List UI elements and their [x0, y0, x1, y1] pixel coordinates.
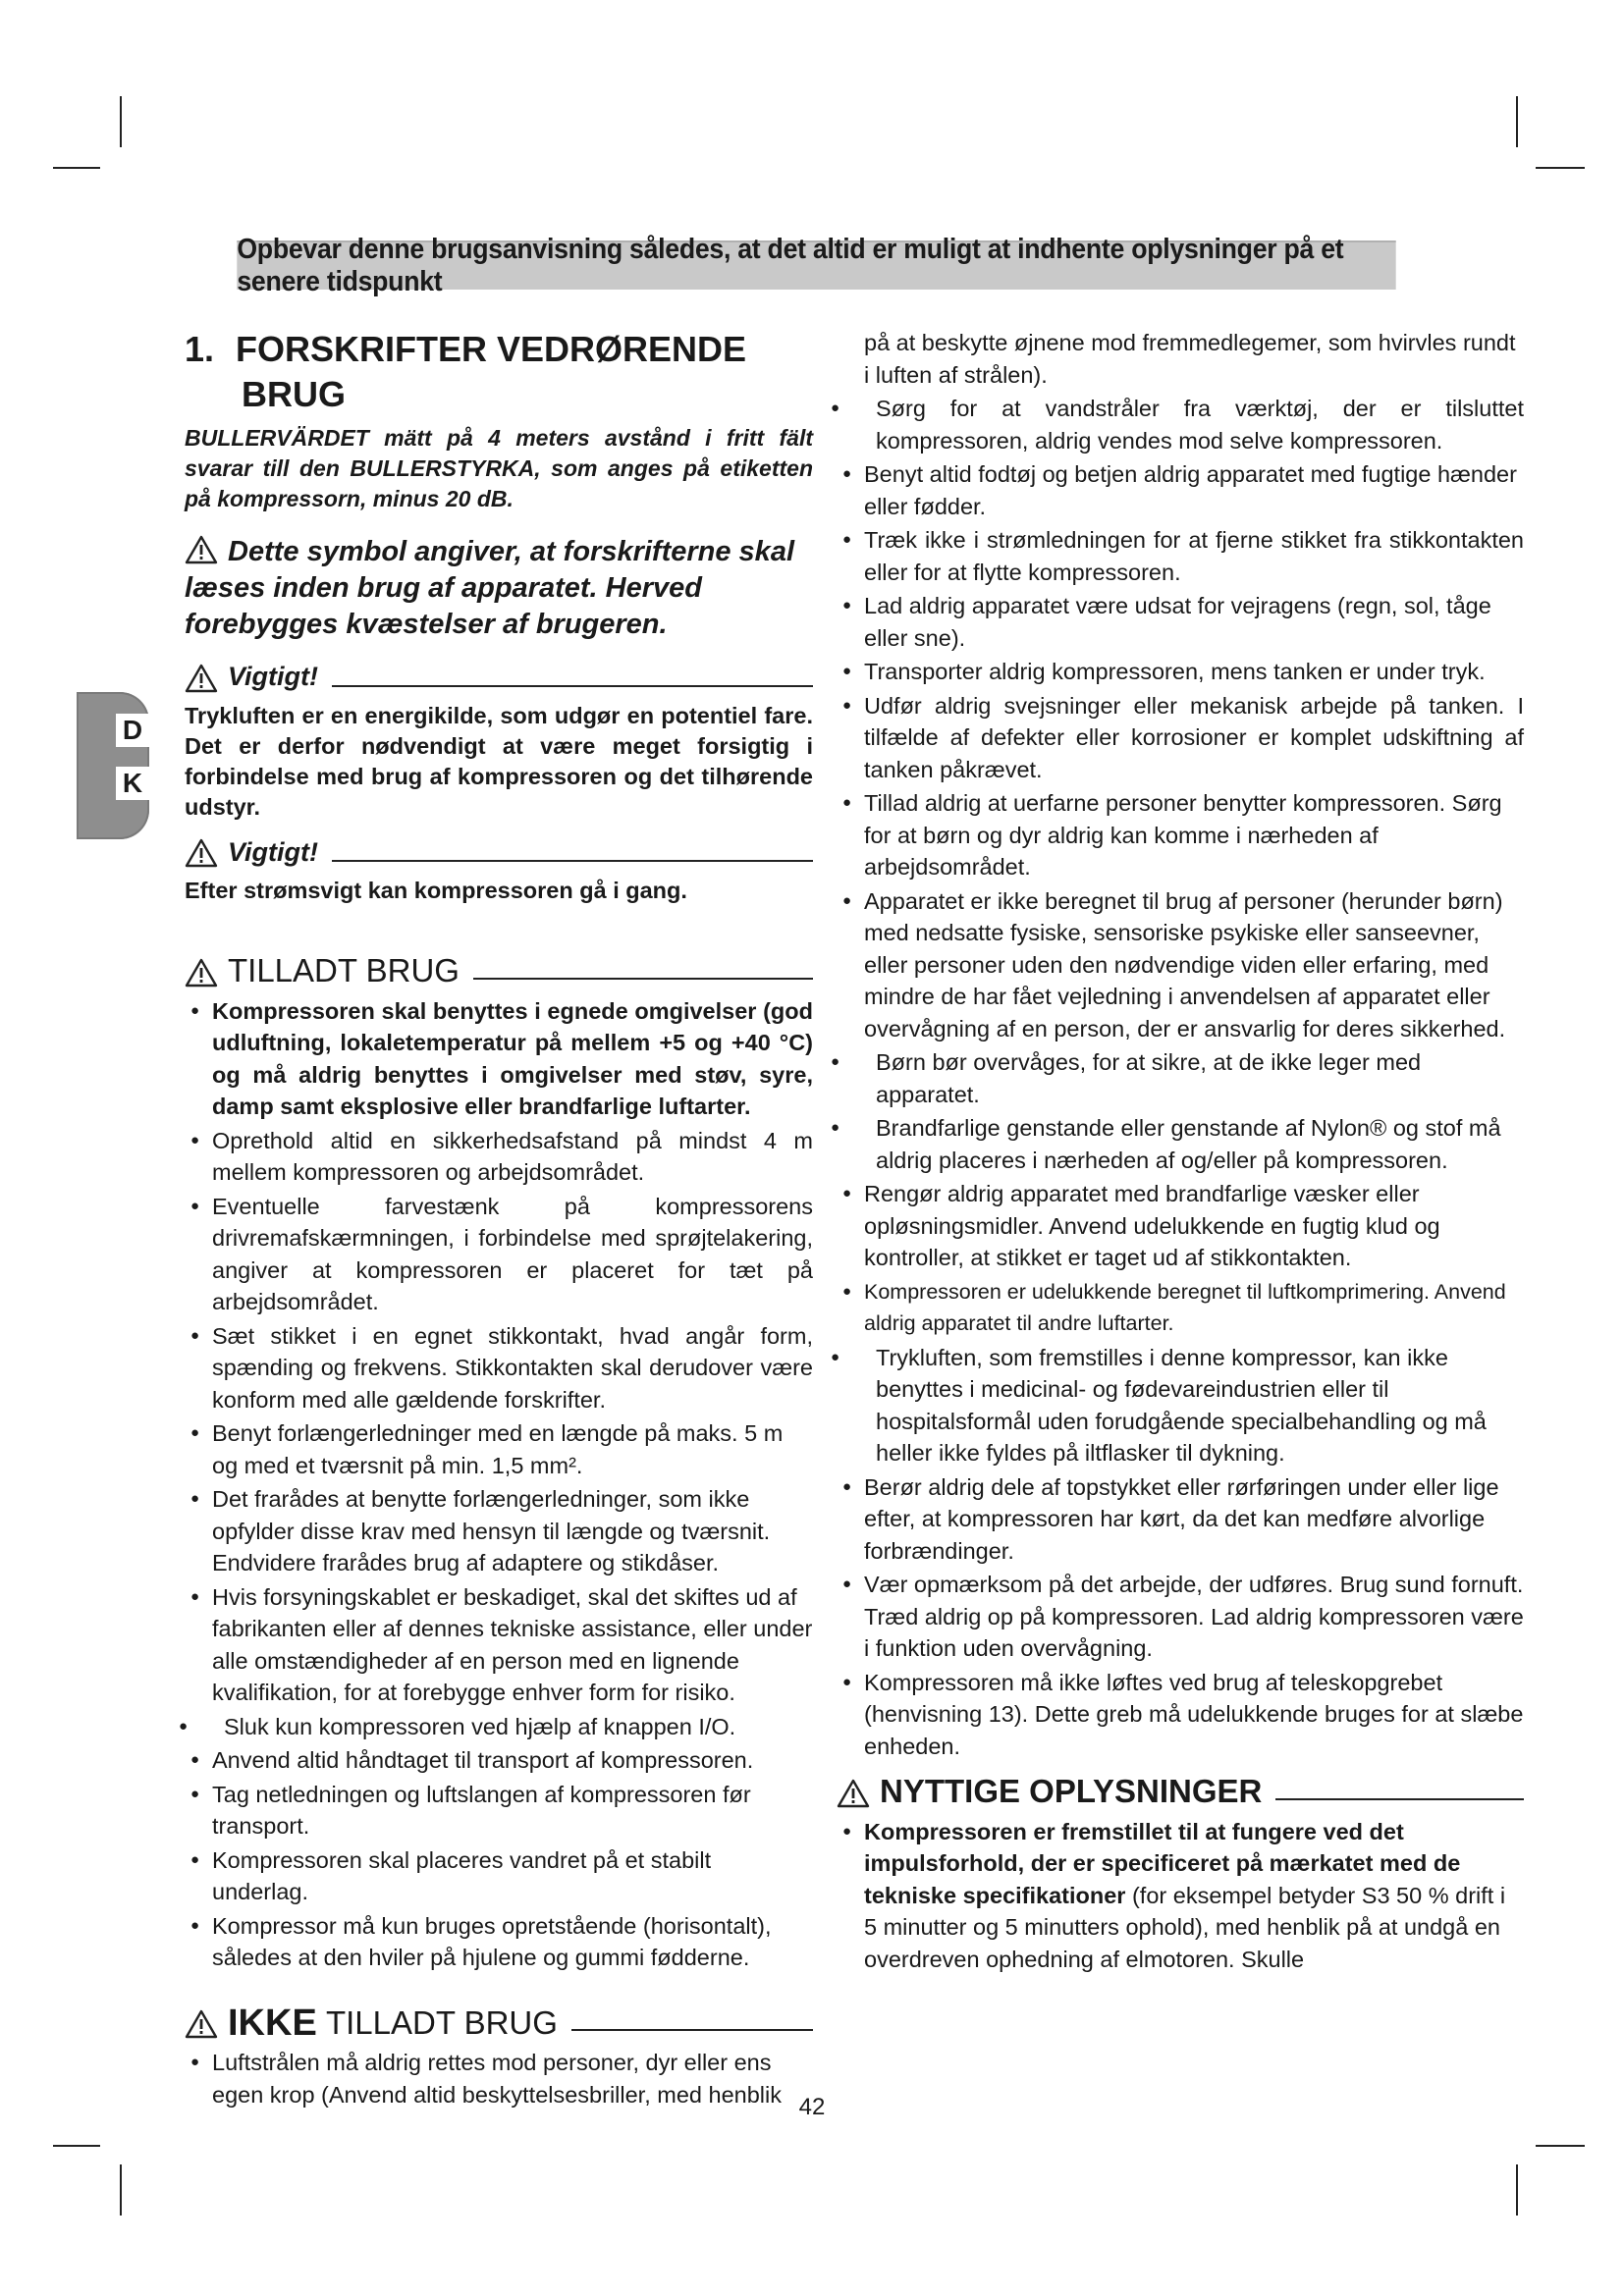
- warning-icon: [185, 958, 218, 988]
- list-item: [837, 1816, 1524, 1976]
- list-item: ● Brandfarlige genstande eller genstande af Nylon® og stof må aldrig placeres i nærheden af og/eller på kompressoren.: [837, 1112, 1524, 1176]
- list-item: ● Udfør aldrig svejsninger eller mekanisk arbejde på tanken. I tilfælde af defekter eller korrosioner er komplet udskiftning af tanken påkrævet.: [837, 690, 1524, 786]
- important-label: Vigtigt!: [228, 836, 318, 867]
- allowed-use-list: [185, 995, 813, 1974]
- important-heading: [185, 661, 813, 693]
- list-item: ● Kompressoren skal benyttes i egnede omgivelser (god udluftning, lokaletemperatur på mellem +5 og +40 °C) og må aldrig benyttes i omgivelser med støv, syre, damp samt eksplosive eller brandfarlige luftarter.: [185, 995, 813, 1123]
- heading-rule: [473, 978, 813, 980]
- list-item: ● Sæt stikket i en egnet stikkontakt, hvad angår form, spænding og frekvens. Stikkontakten skal derudover være konform med alle gældende forskrifter.: [185, 1320, 813, 1416]
- useful-info-title: NYTTIGE OPLYSNINGER: [880, 1773, 1263, 1809]
- list-item: ● Det frarådes at benytte forlængerledninger, som ikke opfylder disse krav med hensyn til længde og tværsnit. Endvidere frarådes brug af adaptere og stikdåser.: [185, 1483, 813, 1579]
- important-text: Trykluften er en energikilde, som udgør en potentiel fare. Det er derfor nødvendigt at være meget forsigtig i forbindelse med brug af kompressoren og det tilhørende udstyr.: [185, 702, 813, 820]
- list-item: ● Kompressoren skal placeres vandret på et stabilt underlag.: [185, 1844, 813, 1908]
- list-item: ● Sluk kun kompressoren ved hjælp af knappen I/O.: [185, 1711, 813, 1743]
- crop-mark: [1516, 2164, 1518, 2216]
- list-item: ● Apparatet er ikke beregnet til brug af personer (herunder børn) med nedsatte fysiske, sensoriske psykiske eller sanseevner, eller personer uden den nødvendige viden eller erfaring, med mindre de har fået vejledning i anvendelsen af apparatet eller overvågning af en person, der er ansvarlig for deres sikkerhed.: [837, 885, 1524, 1045]
- not-allowed-heading: [185, 2002, 813, 2044]
- header-banner: Opbevar denne brugsanvisning således, at det altid er muligt at indhente oplysninger på et senere tidspunkt: [237, 240, 1395, 290]
- section-title: [185, 327, 813, 417]
- warning-icon: [185, 664, 218, 693]
- useful-info-heading: [837, 1773, 1524, 1809]
- list-item: ● Anvend altid håndtaget til transport af kompressoren.: [185, 1744, 813, 1777]
- heading-rule: [332, 685, 813, 687]
- list-item: ● Oprethold altid en sikkerhedsafstand på mindst 4 m mellem kompressoren og arbejdsområdet.: [185, 1125, 813, 1189]
- heading-rule: [332, 860, 813, 862]
- list-item: ● Trykluften, som fremstilles i denne kompressor, kan ikke benyttes i medicinal- og fødevareindustrien eller til hospitalsformål uden forudgående specialbehandling og må heller ikke fyldes på iltflasker til dykning.: [837, 1342, 1524, 1469]
- language-tab-letter: K: [116, 767, 149, 800]
- list-item: ● Hvis forsyningskablet er beskadiget, skal det skiftes ud af fabrikanten eller af dennes tekniske assistance, eller under alle omstændigheder af en person med en lignende kvalifikation, for at forebygge enhver form for risiko.: [185, 1581, 813, 1709]
- important-text: Efter strømsvigt kan kompressoren gå i gang.: [185, 878, 687, 903]
- crop-mark: [1516, 96, 1518, 147]
- language-tab-letter: D: [116, 714, 149, 747]
- heading-rule: [571, 2029, 813, 2031]
- crop-mark: [1536, 2145, 1585, 2147]
- not-allowed-title-big: IKKE: [228, 2002, 317, 2044]
- list-item: ● Eventuelle farvestænk på kompressorens drivremafskærmningen, i forbindelse med sprøjtelakering, angiver at kompressoren er placeret for tæt på arbejdsområdet.: [185, 1191, 813, 1318]
- right-column: [837, 327, 1524, 1977]
- warning-icon: [185, 2009, 218, 2039]
- page-number: 42: [798, 2094, 826, 2120]
- crop-mark: [120, 2164, 122, 2216]
- list-item: ● Træk ikke i strømledningen for at fjerne stikket fra stikkontakten eller for at flytte kompressoren.: [837, 524, 1524, 588]
- left-column: [185, 327, 813, 2112]
- list-item: ● Tillad aldrig at uerfarne personer benytter kompressoren. Sørg for at børn og dyr aldrig kan komme i nærheden af arbejdsområdet.: [837, 787, 1524, 883]
- noise-note: BULLERVÄRDET mätt på 4 meters avstånd i fritt fält svarar till den BULLERSTYRKA, som anges på etiketten på kompressorn, minus 20 dB.: [185, 425, 813, 511]
- useful-info-list: [837, 1816, 1524, 1976]
- list-item: ● Vær opmærksom på det arbejde, der udføres. Brug sund fornuft. Træd aldrig op på kompressoren. Lad aldrig kompressoren være i funktion uden overvågning.: [837, 1569, 1524, 1665]
- list-item: ● Kompressor må kun bruges opretstående (horisontalt), således at den hviler på hjulene og gummi fødderne.: [185, 1910, 813, 1974]
- list-item: ● Berør aldrig dele af topstykket eller rørføringen under eller lige efter, at kompressoren har kørt, da det kan medføre alvorlige forbrændinger.: [837, 1471, 1524, 1568]
- not-allowed-list-continued: [837, 393, 1524, 1762]
- section-number: 1.: [185, 329, 215, 369]
- allowed-use-title: TILLADT BRUG: [228, 952, 460, 988]
- list-item: ● Kompressoren er udelukkende beregnet til luftkomprimering. Anvend aldrig apparatet til andre luftarter.: [837, 1276, 1524, 1340]
- list-item: ● Børn bør overvåges, for at sikre, at de ikke leger med apparatet.: [837, 1046, 1524, 1110]
- list-item: ● Benyt altid fodtøj og betjen aldrig apparatet med fugtige hænder eller fødder.: [837, 458, 1524, 522]
- section-title-line1: FORSKRIFTER VEDRØRENDE: [236, 329, 747, 369]
- warning-icon: [837, 1779, 870, 1808]
- list-item: ● Luftstrålen må aldrig rettes mod personer, dyr eller ens egen krop (Anvend altid beskyttelsesbriller, med henblik: [185, 2047, 813, 2110]
- symbol-note: [185, 534, 813, 643]
- language-tab: [77, 692, 149, 839]
- list-item: ● Lad aldrig apparatet være udsat for vejragens (regn, sol, tåge eller sne).: [837, 590, 1524, 654]
- important-heading: [185, 836, 813, 869]
- crop-mark: [120, 96, 122, 147]
- symbol-note-text: Dette symbol angiver, at forskrifterne skal læses inden brug af apparatet. Herved forebygges kvæstelser af brugeren.: [185, 536, 794, 640]
- crop-mark: [53, 2145, 100, 2147]
- warning-icon: [185, 838, 218, 868]
- list-item: ● Tag netledningen og luftslangen af kompressoren før transport.: [185, 1779, 813, 1842]
- heading-rule: [1275, 1798, 1524, 1800]
- warning-icon: [185, 535, 218, 564]
- list-item: ● Transporter aldrig kompressoren, mens tanken er under tryk.: [837, 656, 1524, 688]
- list-item: ● Rengør aldrig apparatet med brandfarlige væsker eller opløsningsmidler. Anvend udelukkende en fugtig klud og kontroller, at stikket er taget ud af stikkontakten.: [837, 1178, 1524, 1274]
- crop-mark: [53, 167, 100, 169]
- continued-text: på at beskytte øjnene mod fremmedlegemer, som hvirvles rundt i luften af strålen).: [864, 330, 1516, 388]
- important-label: Vigtigt!: [228, 662, 318, 691]
- section-title-line2: BRUG: [242, 374, 346, 414]
- list-item: ● Sørg for at vandstråler fra værktøj, der er tilsluttet kompressoren, aldrig vendes mod selve kompressoren.: [837, 393, 1524, 456]
- useful-info-text: (for eksempel betyder S3 50 % drift i 5 minutter og 5 minutters ophold), med henblik på at undgå en overdreven ophedning af elmotoren. Skulle: [864, 1882, 1506, 1972]
- allowed-use-heading: [185, 952, 813, 988]
- list-item: ● Kompressoren må ikke løftes ved brug af teleskopgrebet (henvisning 13). Dette greb må udelukkende bruges for at slæbe enheden.: [837, 1667, 1524, 1763]
- useful-info-bold-text: Kompressoren er fremstillet til at fungere ved det impulsforhold, der er specificeret på mærkatet med de tekniske specifikationer: [864, 1818, 1461, 1908]
- crop-mark: [1536, 167, 1585, 169]
- not-allowed-title-rest: TILLADT BRUG: [325, 2003, 558, 2041]
- list-item: ● Benyt forlængerledninger med en længde på maks. 5 m og med et tværsnit på min. 1,5 mm².: [185, 1417, 813, 1481]
